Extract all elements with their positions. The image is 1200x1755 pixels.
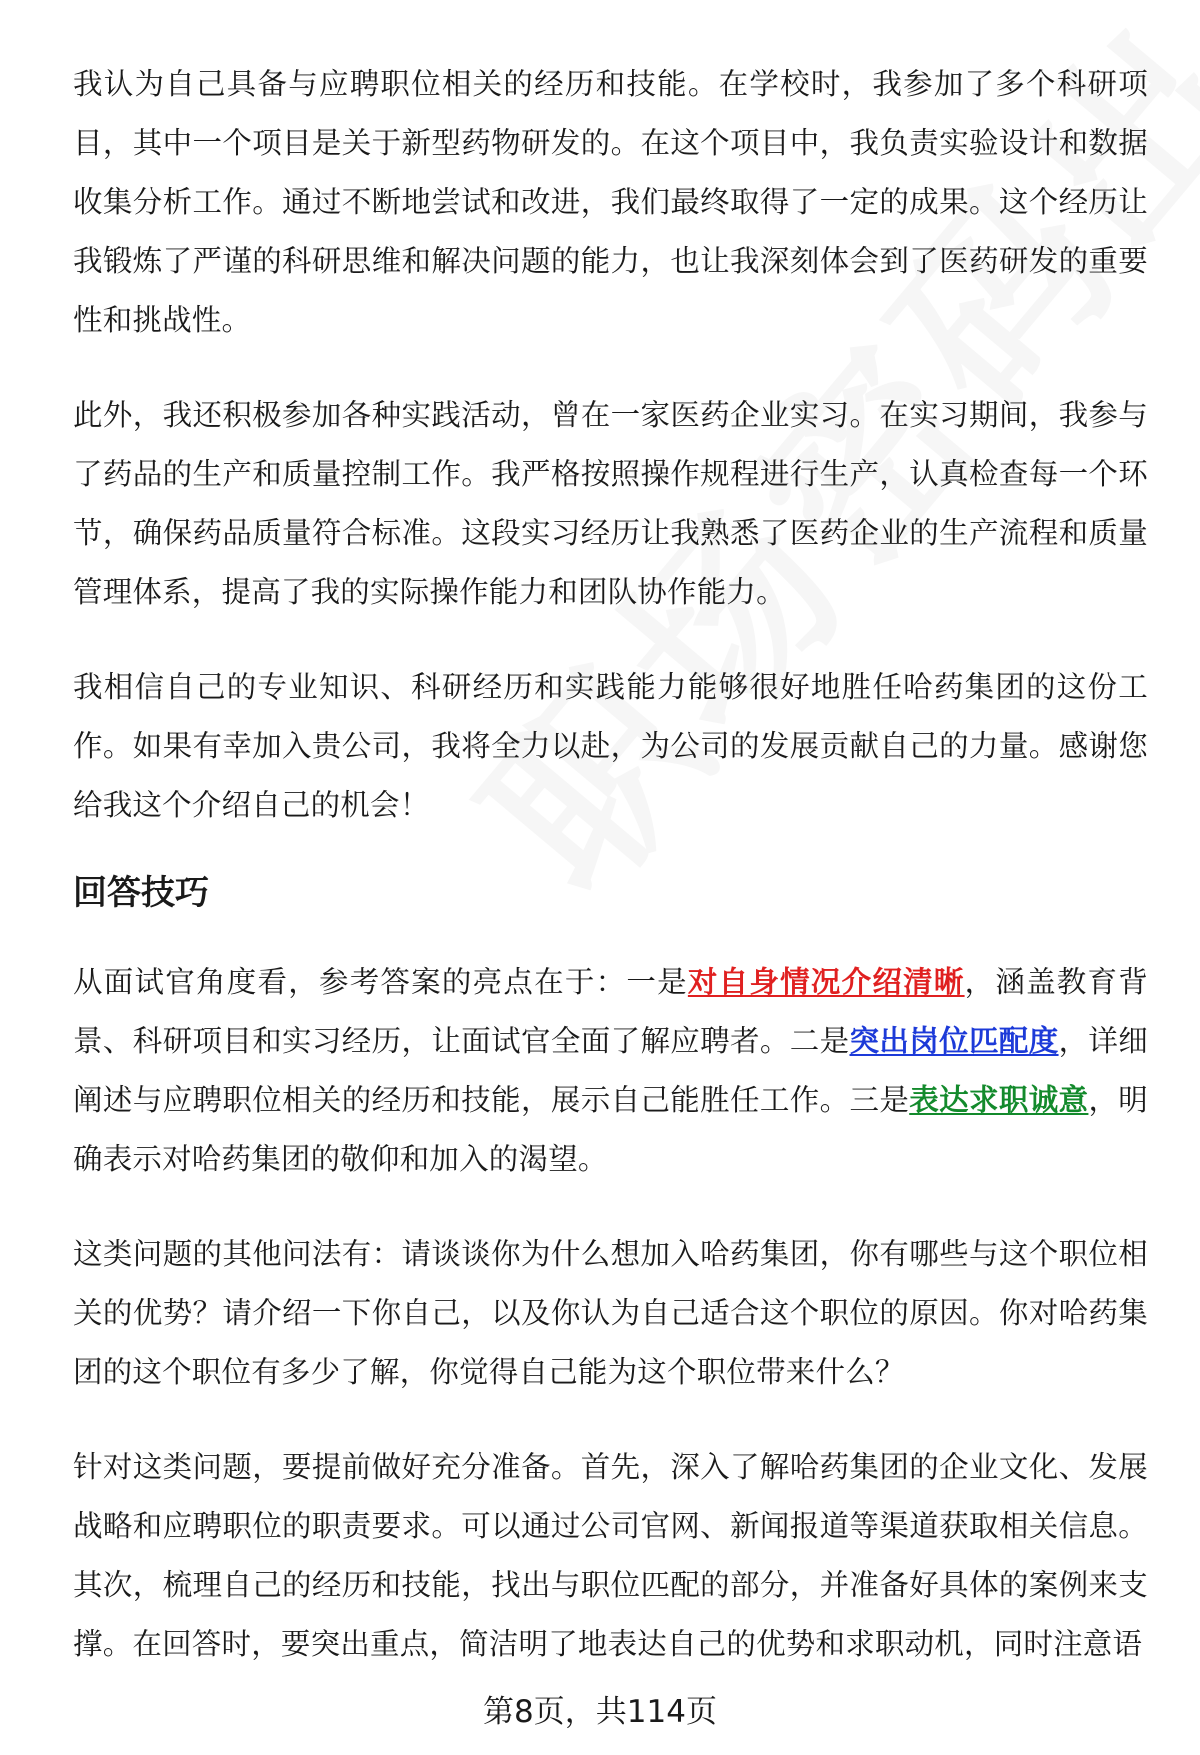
document-body [73,55,1148,1710]
paragraph-preparation: 针对这类问题，要提前做好充分准备。首先，深入了解哈药集团的企业文化、发展战略和应聘职位的职责要求。可以通过公司官网、新闻报道等渠道获取相关信息。其次，梳理自己的经历和技能，找出与职位匹配的部分，并准备好具体的案例来支撑。在回答时，要突出重点，简洁明了地表达自己的优势和求职动机，同时注意语 [73,1450,1148,1661]
tips-text-1: 从面试官角度看，参考答案的亮点在于：一是 [73,965,688,999]
paragraph-1: 我认为自己具备与应聘职位相关的经历和技能。在学校时，我参加了多个科研项目，其中一个项目是关于新型药物研发的。在这个项目中，我负责实验设计和数据收集分析工作。通过不断地尝试和改进，我们最终取得了一定的成果。这个经历让我锻炼了严谨的科研思维和解决问题的能力，也让我深刻体会到了医药研发的重要性和挑战性。 [73,67,1148,337]
page-number: 第8页，共114页 [483,1694,717,1730]
tips-paragraph [73,953,1148,1189]
highlight-job-match: 突出岗位匹配度 [849,1024,1059,1058]
paragraph-other-questions: 这类问题的其他问法有：请谈谈你为什么想加入哈药集团，你有哪些与这个职位相关的优势？请介绍一下你自己，以及你认为自己适合这个职位的原因。你对哈药集团的这个职位有多少了解，你觉得自己能为这个职位带来什么？ [73,1237,1148,1389]
section-heading: 回答技巧 [73,873,209,913]
paragraph-3: 我相信自己的专业知识、科研经历和实践能力能够很好地胜任哈药集团的这份工作。如果有幸加入贵公司，我将全力以赴，为公司的发展贡献自己的力量。感谢您给我这个介绍自己的机会！ [73,670,1148,822]
tips-text-2: ，涵盖教育背景、科研项目和实习经历，让面试官全面了解应聘者。二是 [73,965,1148,1058]
tips-text-4: ，明确表示对哈药集团的敬仰和加入的渴望。 [73,1083,1149,1176]
tips-text-3: ，详细阐述与应聘职位相关的经历和技能，展示自己能胜任工作。三是 [73,1024,1148,1117]
highlight-sincerity: 表达求职诚意 [909,1083,1089,1117]
paragraph-2: 此外，我还积极参加各种实践活动，曾在一家医药企业实习。在实习期间，我参与了药品的生产和质量控制工作。我严格按照操作规程进行生产，认真检查每一个环节，确保药品质量符合标准。这段实习经历让我熟悉了医药企业的生产流程和质量管理体系，提高了我的实际操作能力和团队协作能力。 [73,398,1148,609]
highlight-clear-intro: 对自身情况介绍清晰 [687,965,965,999]
